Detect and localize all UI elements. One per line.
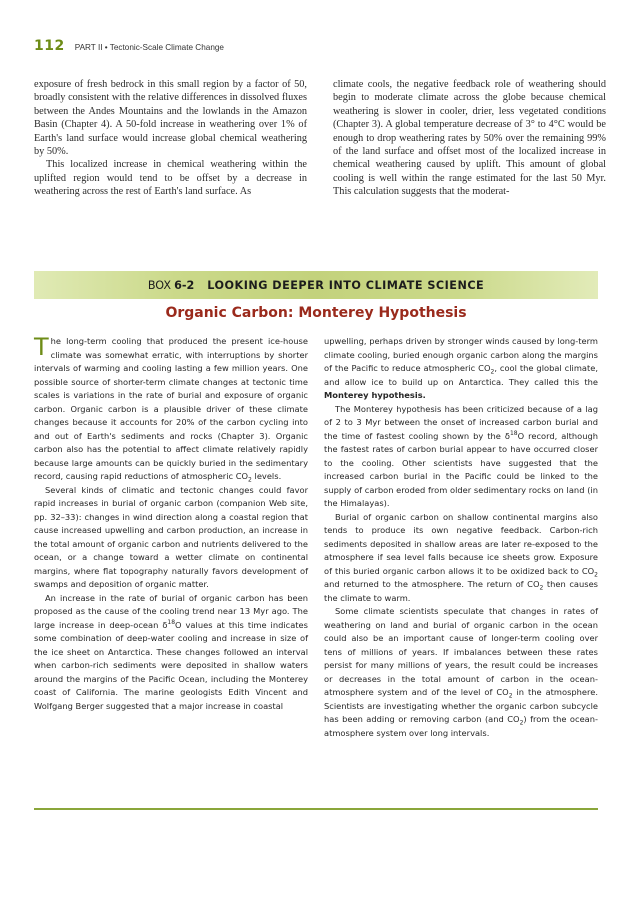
paragraph: An increase in the rate of burial of organic carbon has been proposed as the cause of the cooling trend near 13 Myr ago. The large increase in deep-ocean $\delta^{18}O$ values at this time indicates some combination of deep-water cooling and increase in size of the ice sheet on Antarctica. These changes followed an interval when carbon-rich sediments were deposited in shallow waters around the margins of the Pacific Ocean, including the Monterey coast of California. The marine geologists Edith Vincent and Wolfgang Berger suggested that a major increase in coastal bbox=[34, 592, 308, 711]
main-text-right-column bbox=[333, 78, 606, 199]
paragraph: This localized increase in chemical weathering within the uplifted region would tend to be offset by a decrease in weathering across the rest of Earth's land surface. As bbox=[34, 159, 307, 198]
box-label: BOX bbox=[147, 278, 172, 292]
main-text bbox=[34, 78, 606, 199]
part-label: PART II • Tectonic-Scale Climate Change bbox=[74, 43, 224, 52]
paragraph: Some climate scientists speculate that changes in rates of weathering on land and burial of organic carbon in the ocean could also be an important cause of longer-term cooling over tens of millions of years. If imbalances between these rates persist for many millions of years, the result could be increases or decreases in the total amount of carbon in the ocean-atmosphere system and of the level of $CO_2$ in the atmosphere. Scientists are investigating whether the organic carbon subcycle has been adding or removing carbon (and $CO_2$) from the ocean-atmosphere system over long intervals. bbox=[324, 606, 599, 738]
box-title: Organic Carbon: Monterey Hypothesis bbox=[165, 305, 467, 321]
box-banner bbox=[34, 271, 598, 299]
paragraph: exposure of fresh bedrock in this small region by a factor of 50, broadly consistent with the relative differences in dissolved fluxes between the Andes Mountains and the lowlands in the Amazon Basin (Chapter 4). A 50-fold increase in weathering over 1% of Earth's land surface would increase global chemical weathering by 50%. bbox=[34, 79, 307, 158]
box-body bbox=[34, 335, 598, 740]
box-series: LOOKING DEEPER INTO CLIMATE SCIENCE bbox=[207, 278, 485, 292]
main-text-left-column bbox=[34, 78, 307, 199]
paragraph: climate cools, the negative feedback role of weathering should begin to moderate climate across the globe because chemical weathering is slower in cooler, drier, less vegetated conditions (Chapter 3). A global temperature decrease of 3° to 4°C would be enough to drop weathering rates by 50% over the remaining 99% of the land surface and offset most of the localized increase in chemical weathering caused by uplift. This amount of global cooling is well within the range estimated for the last 50 Myr. This calculation suggests that the moderat- bbox=[333, 79, 606, 198]
page-number: 112 bbox=[34, 38, 65, 54]
paragraph: upwelling, perhaps driven by stronger winds caused by long-term climate cooling, buried enough organic carbon along the margins of the Pacific to reduce atmospheric $CO_2$, cool the global climate, and allow ice to build up on Antarctica. They called this the Monterey hypothesis. bbox=[324, 336, 598, 400]
running-header bbox=[34, 38, 224, 54]
box-left-column bbox=[34, 335, 308, 740]
drop-cap: T bbox=[34, 333, 49, 361]
paragraph: Several kinds of climatic and tectonic changes could favor rapid increases in burial of organic carbon (companion Web site, pp. 32–33): changes in wind direction along a coastal region that cause increased upwelling and carbon production, an increase in the total amount of organic carbon and nutrients delivered to the ocean, or a change toward a wetter climate on continental margins, where flat topography naturally favors development of swamps and deposition of organic matter. bbox=[34, 484, 308, 589]
box-number: 6-2 bbox=[174, 278, 195, 292]
paragraph: Burial of organic carbon on shallow continental margins also tends to produce its own negative feedback. Carbon-rich sediments deposited in shallow areas are later re-exposed to the atmosphere if sea level falls because ice sheets grow. Exposure of this buried organic carbon allows it to be oxidized back to $CO_2$ and returned to the atmosphere. The return of $CO_2$ then causes the climate to warm. bbox=[324, 511, 599, 603]
paragraph: The Monterey hypothesis has been criticized because of a lag of 2 to 3 Myr between the onset of increased carbon burial and the time of fastest cooling shown by the $\delta^{18}O$ record, although the fastest rates of carbon burial appear to have occurred closer to the cooling. Other scientists have suggested that the increased carbon burial in the Pacific could be linked to the supply of carbon eroded from older sedimentary rocks on land (in the Himalayas). bbox=[324, 403, 598, 508]
paragraph: The long-term cooling that produced the present ice-house climate was somewhat erratic, with interruptions by shorter intervals of warming and cooling lasting a few million years. One possible source of shorter-term climate changes at tectonic time scales is variations in the rate of burial and exposure of organic carbon. Organic carbon is a plausible driver of these climate changes because it accounts for 20% of the carbon cycling into and out of Earth's sediments and rocks (Chapter 3). Organic carbon also has the potential to affect climate relatively rapidly because large amounts can be quickly buried in the sedimentary record, causing rapid reductions of atmospheric $CO_2$ levels. bbox=[34, 333, 308, 484]
box-right-column bbox=[324, 335, 598, 740]
box-bottom-rule bbox=[34, 808, 598, 810]
key-term: Monterey hypothesis. bbox=[324, 390, 426, 400]
sidebar-box bbox=[34, 271, 598, 740]
